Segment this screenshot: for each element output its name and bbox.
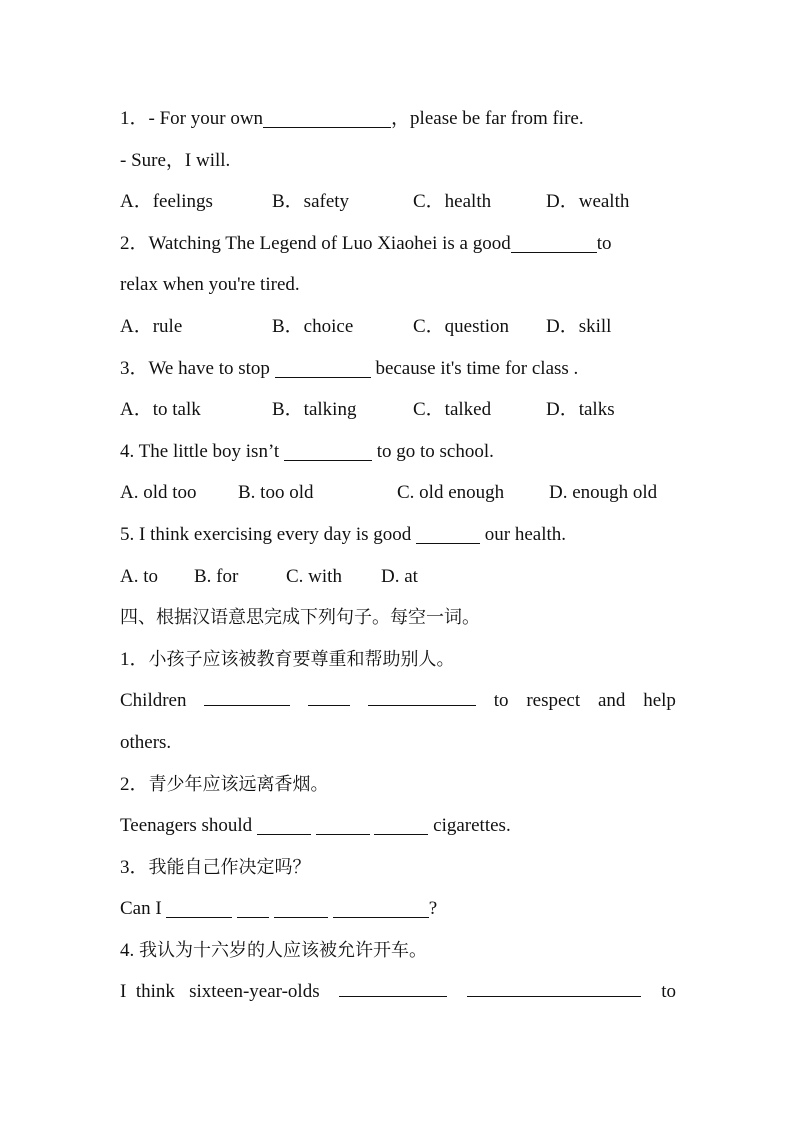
option-a[interactable]: A. to xyxy=(120,565,158,587)
option-b[interactable]: B．talking xyxy=(272,399,357,421)
sentence-number: 1． xyxy=(120,648,149,670)
option-b[interactable]: B．choice xyxy=(272,315,354,337)
question-1-options xyxy=(120,181,676,223)
option-d[interactable]: D. enough old xyxy=(549,482,658,504)
answer-blank[interactable] xyxy=(467,978,641,997)
option-c[interactable]: C. with xyxy=(286,565,342,587)
option-d[interactable]: D．talks xyxy=(546,399,615,421)
english-text: Teenagers should xyxy=(120,815,253,837)
sentence-2-chinese xyxy=(120,764,676,806)
question-text: We have to stop xyxy=(148,357,270,379)
english-word: help xyxy=(643,690,676,712)
question-4 xyxy=(120,431,676,473)
question-2 xyxy=(120,223,676,265)
question-text: to go to school. xyxy=(376,440,494,462)
question-text: Watching The Legend of Luo Xiaohei is a good xyxy=(148,232,511,254)
question-number: 2． xyxy=(120,232,149,254)
question-number: 3． xyxy=(120,357,149,379)
english-word: and xyxy=(597,690,626,712)
question-5 xyxy=(120,514,676,556)
answer-blank[interactable] xyxy=(274,899,328,918)
question-text: because it's time for class . xyxy=(375,357,579,379)
question-2-continued xyxy=(120,264,676,306)
question-text: 5. I think exercising every day is good xyxy=(120,523,412,545)
option-a[interactable]: A. old too xyxy=(120,482,197,504)
option-a[interactable]: A．rule xyxy=(120,315,183,337)
question-1 xyxy=(120,98,676,140)
sentence-3-chinese xyxy=(120,847,676,889)
answer-blank[interactable] xyxy=(339,978,447,997)
reply-text: - Sure，I will. xyxy=(120,149,231,171)
sentence-number: 3． xyxy=(120,856,149,878)
section-title: 四、根据汉语意思完成下列句子。每空一词。 xyxy=(120,607,480,629)
english-word: respect xyxy=(526,690,581,712)
english-text: to xyxy=(661,981,676,1003)
english-text: Can I xyxy=(120,898,162,920)
question-5-options xyxy=(120,556,676,598)
section-heading xyxy=(120,597,676,639)
question-1-reply xyxy=(120,140,676,182)
answer-blank[interactable] xyxy=(333,899,429,918)
answer-blank[interactable] xyxy=(368,687,476,706)
option-b[interactable]: B. for xyxy=(194,565,239,587)
sentence-number: 4. xyxy=(120,939,135,961)
answer-blank[interactable] xyxy=(284,442,372,461)
option-c[interactable]: C．question xyxy=(413,315,510,337)
question-number: 1． xyxy=(120,108,149,129)
english-text: I think sixteen-year-olds xyxy=(120,981,320,1003)
option-a[interactable]: A．to talk xyxy=(120,399,201,421)
english-text: cigarettes. xyxy=(433,815,511,837)
answer-blank[interactable] xyxy=(166,899,232,918)
answer-blank[interactable] xyxy=(416,525,480,544)
english-text: others. xyxy=(120,731,172,753)
sentence-3-english xyxy=(120,888,676,930)
option-d[interactable]: D．skill xyxy=(546,315,612,337)
sentence-1-english xyxy=(120,680,676,722)
option-a[interactable]: A．feelings xyxy=(120,191,213,213)
chinese-text: 我认为十六岁的人应该被允许开车。 xyxy=(139,939,427,961)
sentence-4-english xyxy=(120,971,676,1013)
worksheet xyxy=(120,98,676,1013)
question-text: to xyxy=(596,232,612,254)
sentence-number: 2． xyxy=(120,773,149,795)
answer-blank[interactable] xyxy=(316,816,370,835)
option-c[interactable]: C．talked xyxy=(413,399,492,421)
option-c[interactable]: C．health xyxy=(413,191,492,213)
answer-blank[interactable] xyxy=(308,687,350,706)
english-word: to xyxy=(493,690,509,712)
option-b[interactable]: B．safety xyxy=(272,191,350,213)
question-text: relax when you're tired. xyxy=(120,274,300,296)
question-3-options xyxy=(120,389,676,431)
sentence-2-english xyxy=(120,805,676,847)
question-3 xyxy=(120,348,676,390)
answer-blank[interactable] xyxy=(263,109,391,128)
answer-blank[interactable] xyxy=(237,899,269,918)
sentence-1-continued xyxy=(120,722,676,764)
english-text: Children xyxy=(120,690,187,712)
option-d[interactable]: D. at xyxy=(381,565,418,587)
english-text: ? xyxy=(428,898,438,920)
option-b[interactable]: B. too old xyxy=(238,482,314,504)
answer-blank[interactable] xyxy=(204,687,290,706)
sentence-1-chinese xyxy=(120,639,676,681)
question-2-options xyxy=(120,306,676,348)
question-text: 4. The little boy isn’t xyxy=(120,440,280,462)
answer-blank[interactable] xyxy=(275,359,371,378)
answer-blank[interactable] xyxy=(511,234,597,253)
answer-blank[interactable] xyxy=(257,816,311,835)
sentence-4-chinese xyxy=(120,930,676,972)
answer-blank[interactable] xyxy=(374,816,428,835)
question-text: ，please be far from fire. xyxy=(391,108,584,129)
question-text: - For your own xyxy=(148,108,264,129)
chinese-text: 小孩子应该被教育要尊重和帮助别人。 xyxy=(148,648,455,670)
option-d[interactable]: D．wealth xyxy=(546,191,630,213)
chinese-text: 青少年应该远离香烟。 xyxy=(148,773,329,795)
option-c[interactable]: C. old enough xyxy=(397,482,505,504)
chinese-text: 我能自己作决定吗？ xyxy=(148,856,311,878)
question-text: our health. xyxy=(484,523,567,545)
question-4-options xyxy=(120,472,676,514)
